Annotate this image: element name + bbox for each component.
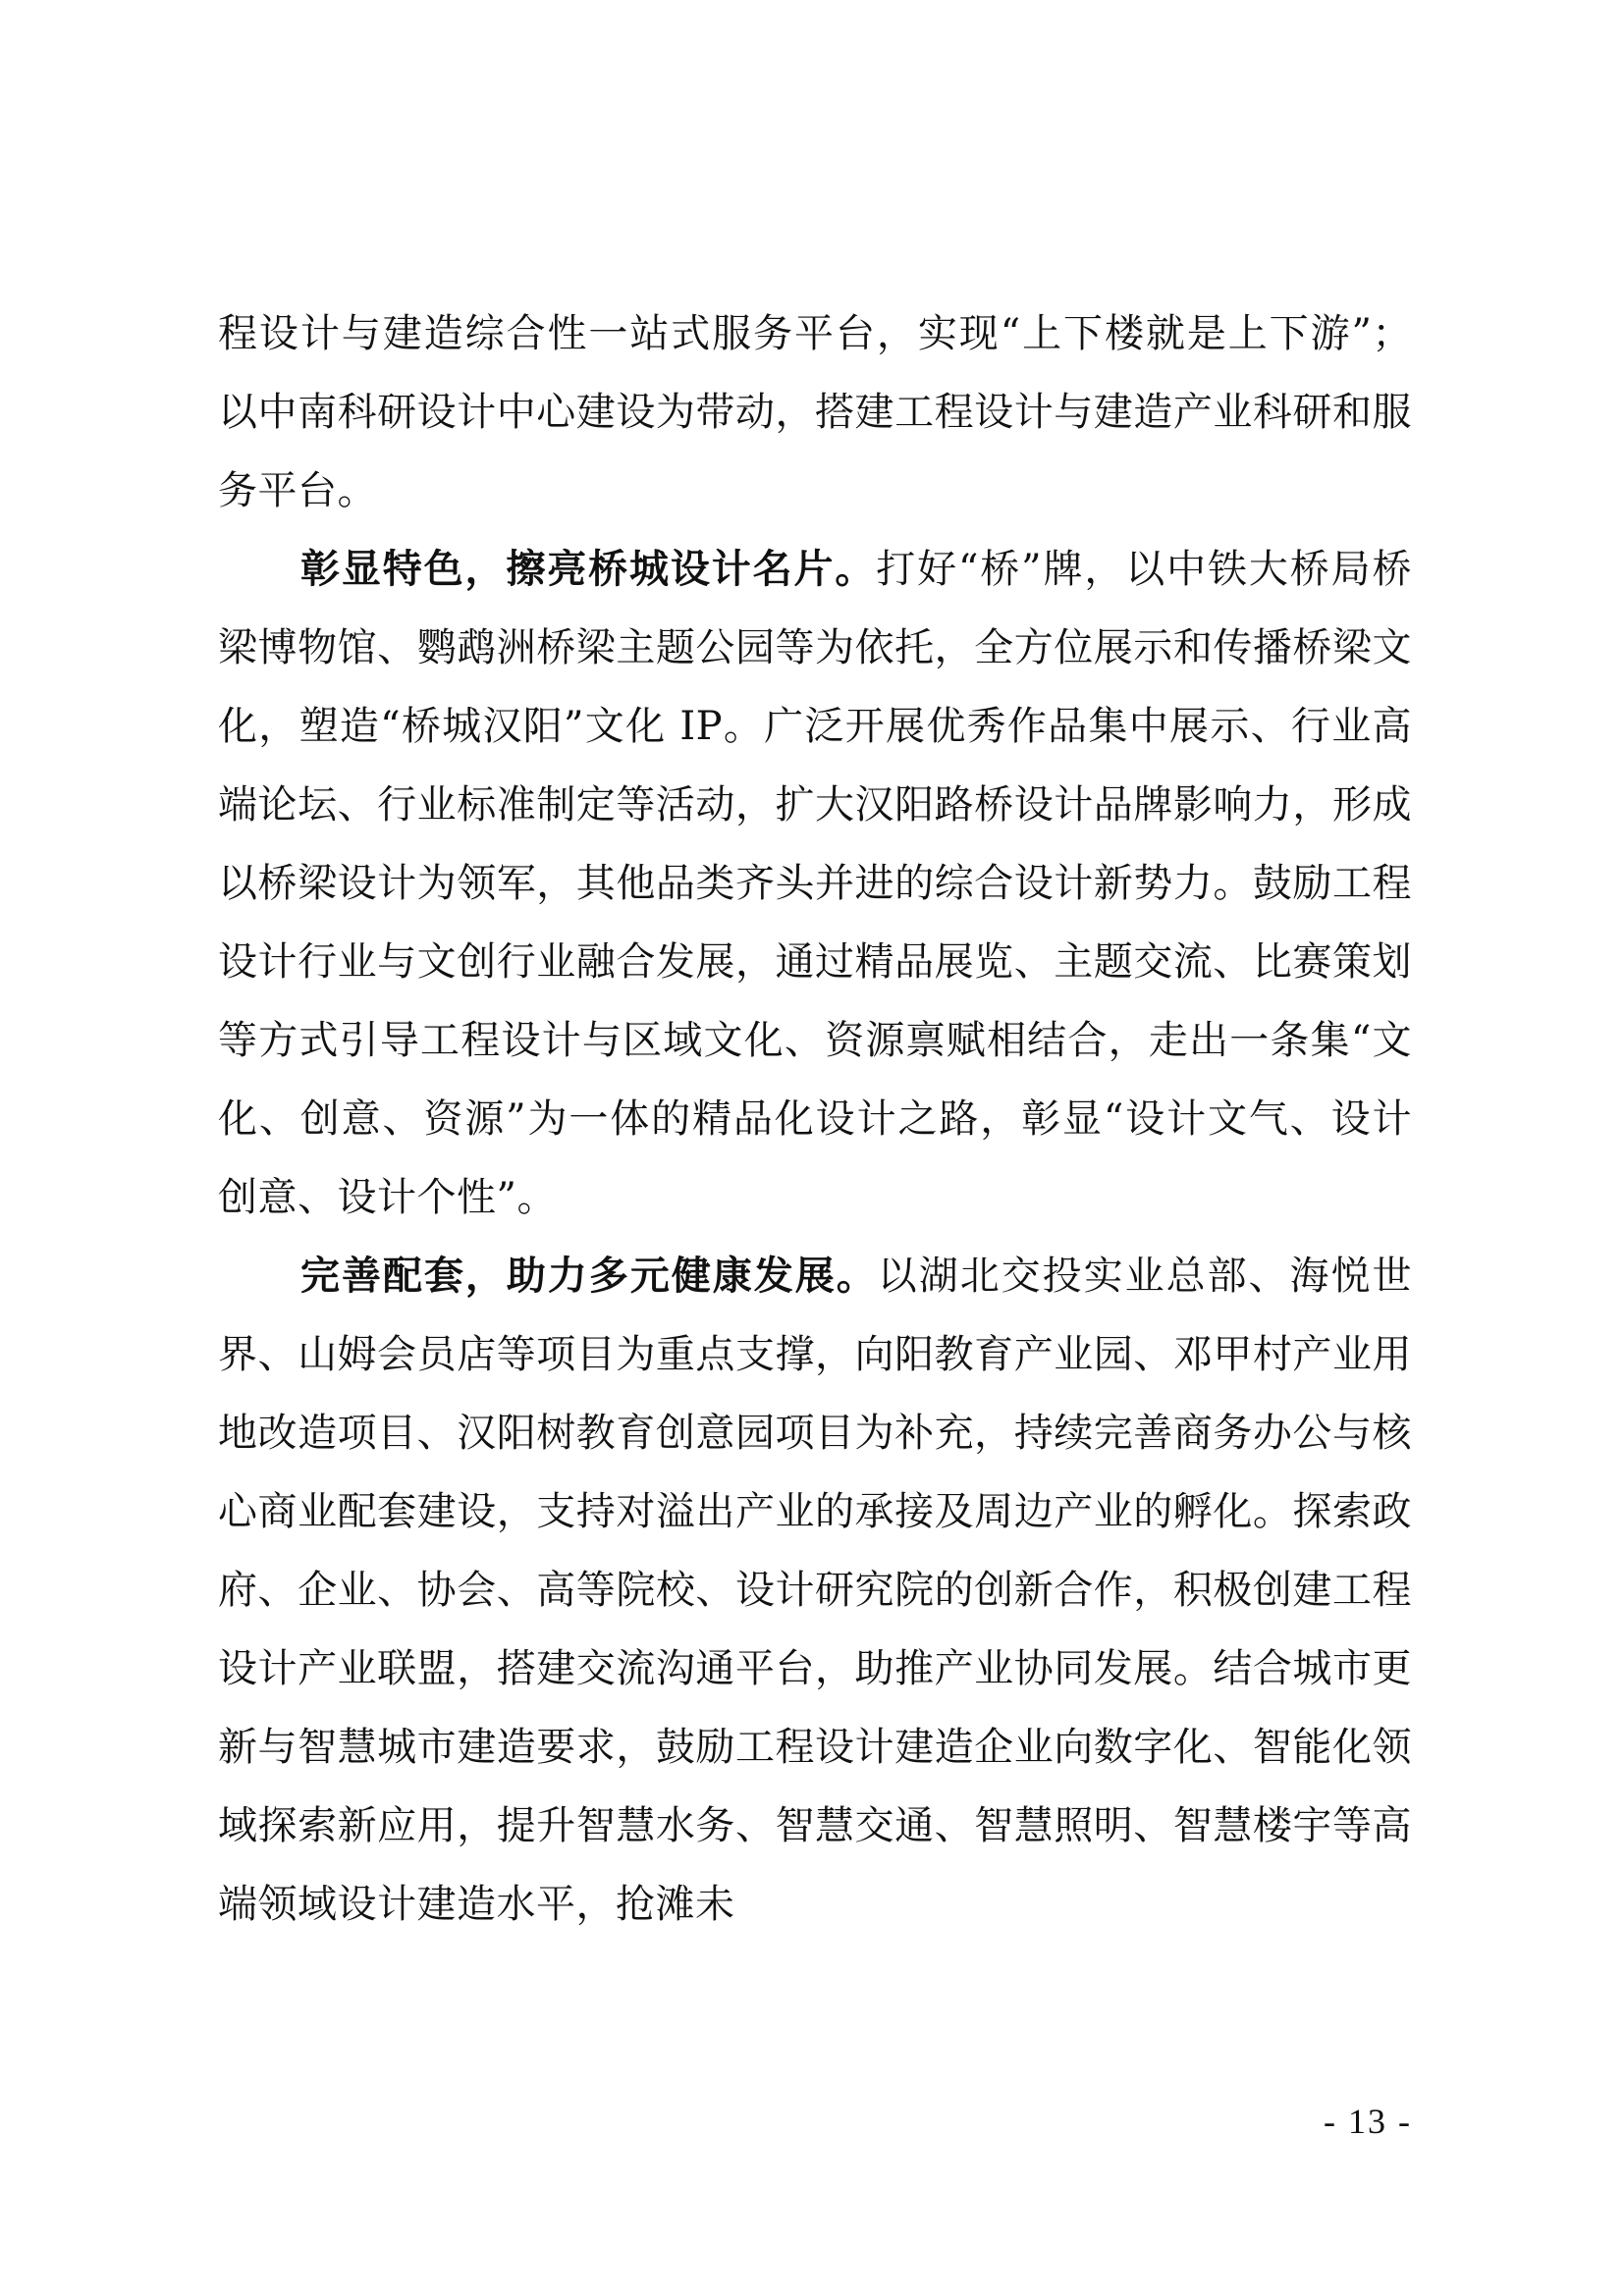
paragraph-heading: 完善配套，助力多元健康发展。 <box>300 1253 878 1299</box>
paragraph-text: 程设计与建造综合性一站式服务平台，实现“上下楼就是上下游”；以中南科研设计中心建设为带动，搭建工程设计与建造产业科研和服务平台。 <box>218 311 1412 513</box>
page-number: - 13 - <box>1324 2102 1412 2141</box>
paragraph-supporting-facilities <box>218 1237 1412 1944</box>
paragraph-text: 打好“桥”牌，以中铁大桥局桥梁博物馆、鹦鹉洲桥梁主题公园等为依托，全方位展示和传播桥梁文化，塑造“桥城汉阳”文化 IP。广泛开展优秀作品集中展示、行业高端论坛、行业标准制定等活动，扩大汉阳路桥设计品牌影响力，形成以桥梁设计为领军，其他品类齐头并进的综合设计新势力。鼓励工程设计行业与文创行业融合发展，通过精品展览、主题交流、比赛策划等方式引导工程设计与区域文化、资源禀赋相结合，走出一条集“文化、创意、资源”为一体的精品化设计之路，彰显“设计文气、设计创意、设计个性”。 <box>218 547 1412 1220</box>
paragraph-continuation <box>218 294 1412 530</box>
paragraph-text: 以湖北交投实业总部、海悦世界、山姆会员店等项目为重点支撑，向阳教育产业园、邓甲村产业用地改造项目、汉阳树教育创意园项目为补充，持续完善商务办公与核心商业配套建设，支持对溢出产业的承接及周边产业的孵化。探索政府、企业、协会、高等院校、设计研究院的创新合作，积极创建工程设计产业联盟，搭建交流沟通平台，助推产业协同发展。结合城市更新与智慧城市建造要求，鼓励工程设计建造企业向数字化、智能化领域探索新应用，提升智慧水务、智慧交通、智慧照明、智慧楼宇等高端领域设计建造水平，抢滩未 <box>218 1254 1413 1927</box>
paragraph-bridge-city <box>218 530 1412 1237</box>
paragraph-heading: 彰显特色，擦亮桥城设计名片。 <box>300 546 877 592</box>
body-text <box>218 294 1412 1944</box>
